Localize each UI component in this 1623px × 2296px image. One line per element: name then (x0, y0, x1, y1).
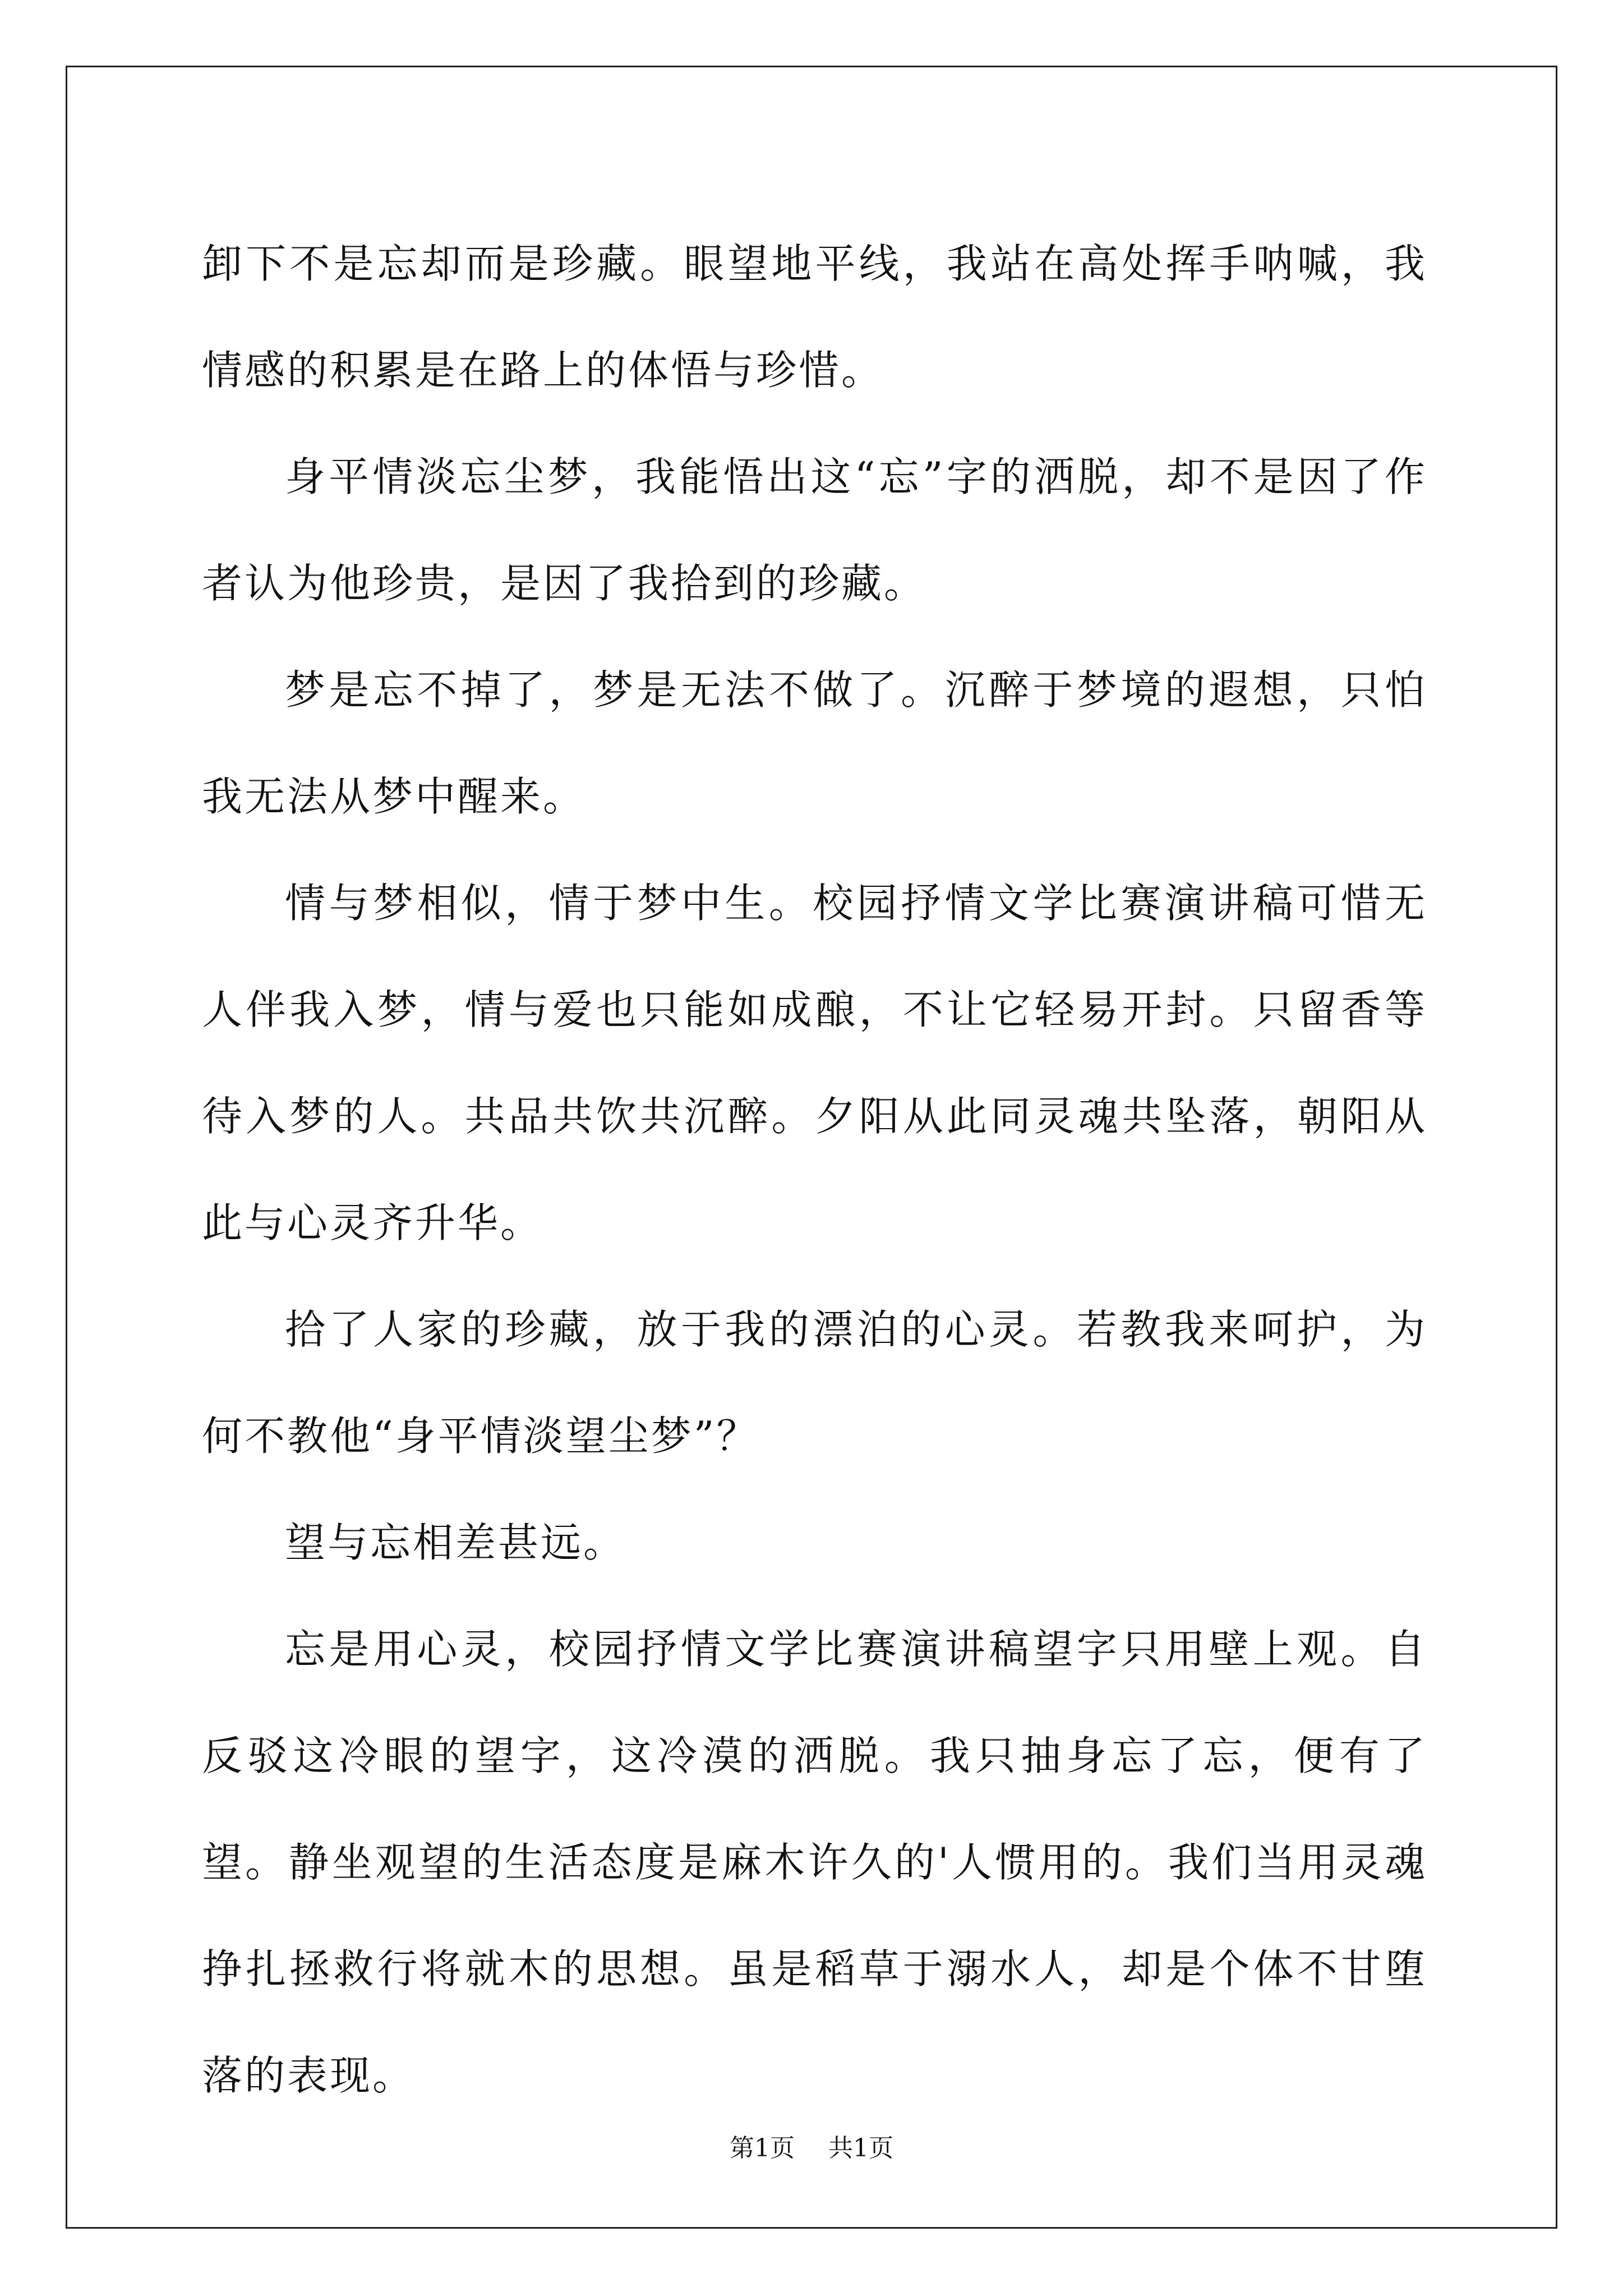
paragraph-6: 望与忘相差甚远。 (285, 1519, 626, 1566)
document-body (202, 210, 1427, 2129)
paragraph-7: 忘是用心灵，校园抒情文学比赛演讲稿望字只用壁上观。自反驳这冷眼的望字，这冷漠的洒脱。我只抽身忘了忘，便有了望。静坐观望的生活态度是麻木许久的'人惯用的。我们当用灵魂挣扎拯救行将就木的思想。虽是稻草于溺水人，却是个体不甘堕落的表现。 (202, 1626, 1427, 2099)
paragraph-4: 情与梦相似，情于梦中生。校园抒情文学比赛演讲稿可惜无人伴我入梦，情与爱也只能如成酿，不让它轻易开封。只留香等待入梦的人。共品共饮共沉醉。夕阳从此同灵魂共坠落，朝阳从此与心灵齐升华。 (202, 880, 1427, 1246)
paragraph-2: 身平情淡忘尘梦，我能悟出这“忘”字的洒脱，却不是因了作者认为他珍贵，是因了我拾到的珍藏。 (202, 453, 1427, 607)
paragraph-3: 梦是忘不掉了，梦是无法不做了。沉醉于梦境的遐想，只怕我无法从梦中醒来。 (202, 666, 1427, 820)
paragraph-5: 拾了人家的珍藏，放于我的漂泊的心灵。若教我来呵护，为何不教他“身平情淡望尘梦”？ (202, 1306, 1427, 1460)
page-number-total: 共1页 (828, 2134, 893, 2162)
page-footer (0, 2132, 1623, 2165)
page-number-current: 第1页 (730, 2134, 795, 2162)
paragraph-1: 卸下不是忘却而是珍藏。眼望地平线，我站在高处挥手呐喊，我情感的积累是在路上的体悟与珍惜。 (202, 240, 1427, 394)
